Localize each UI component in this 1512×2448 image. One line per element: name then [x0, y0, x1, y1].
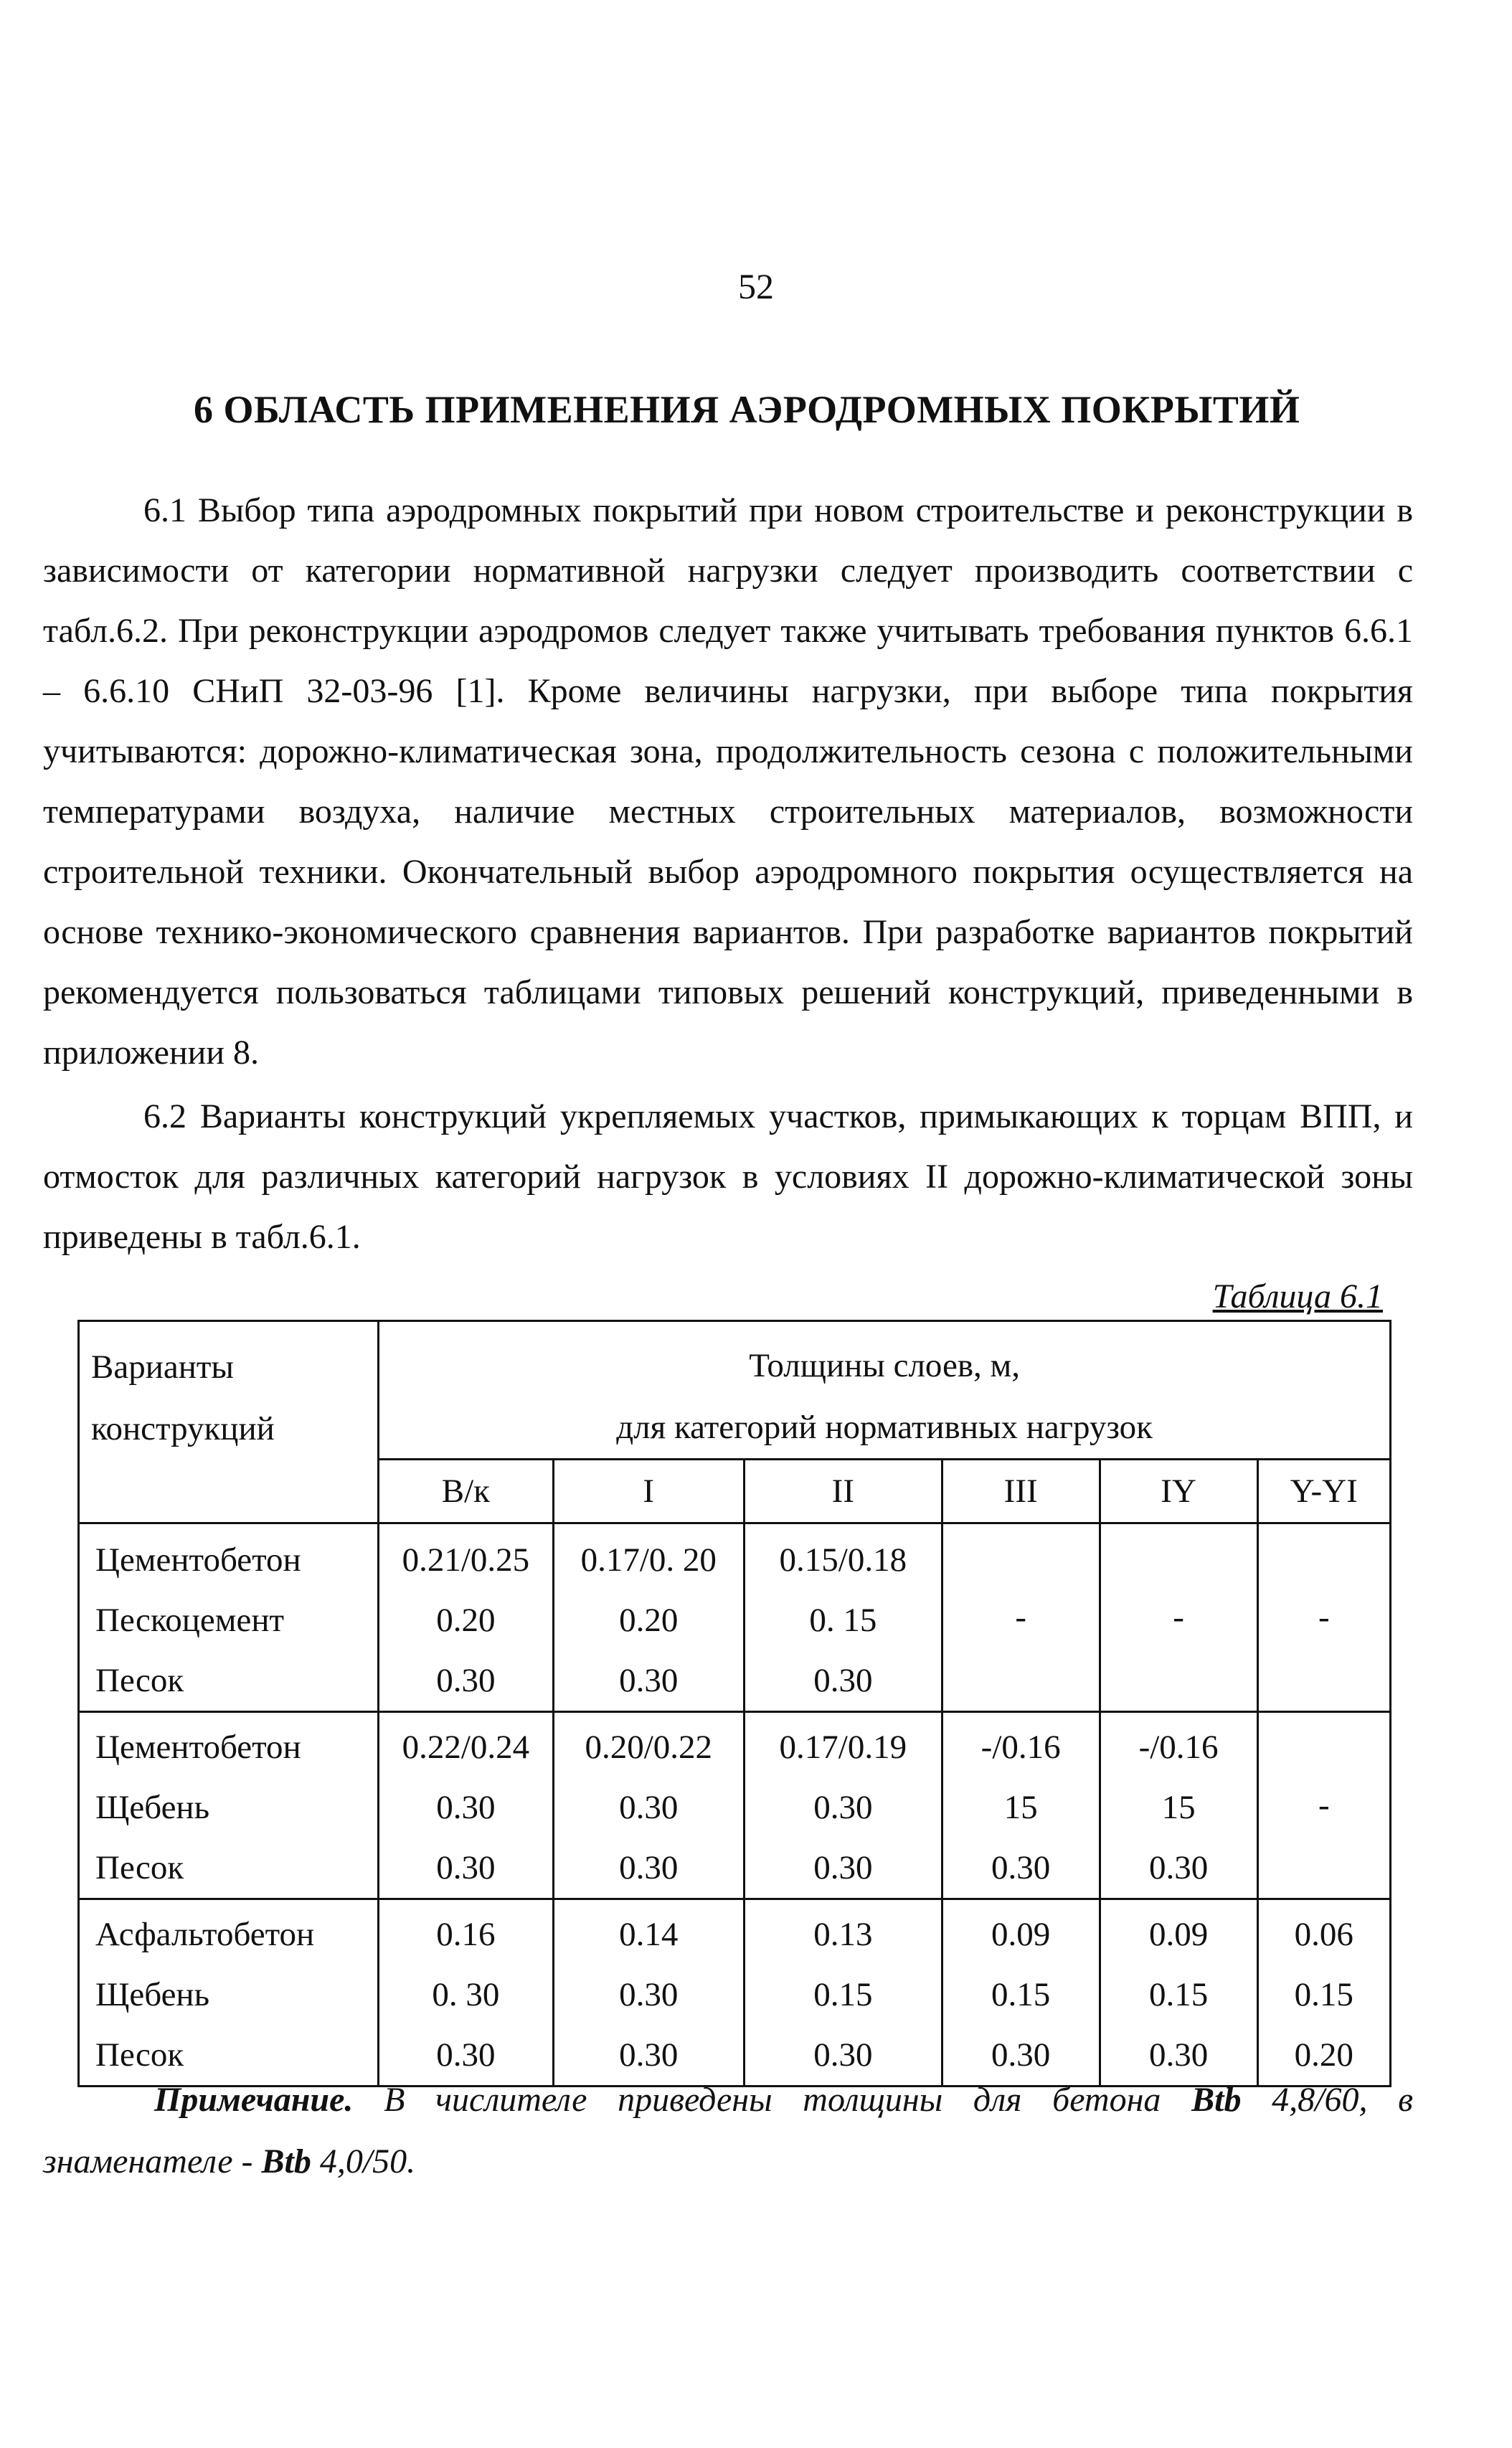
- cell-value: 0.22/0.24: [402, 1729, 530, 1766]
- cell-dash: -: [1257, 1712, 1390, 1899]
- cell-value: 0.14: [619, 1916, 679, 1953]
- note-symbol: Btb: [261, 2142, 311, 2180]
- cell-value: 0.20/0.22: [585, 1729, 712, 1766]
- category-1: I: [553, 1460, 744, 1523]
- cell-value: 15: [1161, 1789, 1196, 1826]
- category-2: II: [744, 1460, 942, 1523]
- category-vk: В/к: [379, 1460, 553, 1523]
- values-1: [553, 1899, 744, 2087]
- note-text: В числителе приведены толщины для бетона: [353, 2081, 1192, 2119]
- values-1: [553, 1712, 744, 1899]
- cell-value: 0.30: [619, 2036, 679, 2074]
- cell-value: 0.30: [619, 1789, 679, 1826]
- table-row: [79, 1712, 1391, 1899]
- cell-value: -/0.16: [981, 1729, 1061, 1766]
- cell-value: 0.30: [436, 1789, 496, 1826]
- category-3: III: [942, 1460, 1100, 1523]
- note-label: Примечание.: [154, 2081, 354, 2119]
- layer-names: [79, 1523, 379, 1712]
- values-1: [553, 1523, 744, 1712]
- layer-name: Цементобетон: [95, 1541, 301, 1579]
- cell-value: 0.30: [813, 1849, 873, 1886]
- cell-value: 0.15: [991, 1976, 1051, 2013]
- cell-dash: -: [942, 1523, 1100, 1712]
- category-5-6: Y-YI: [1257, 1460, 1390, 1523]
- values-2: [744, 1523, 942, 1712]
- section-heading: 6 ОБЛАСТЬ ПРИМЕНЕНИЯ АЭРОДРОМНЫХ ПОКРЫТИЙ: [194, 388, 1300, 431]
- layer-name: Щебень: [95, 1976, 210, 2013]
- table-row: [79, 1899, 1391, 2087]
- values-2: [744, 1899, 942, 2087]
- table-header-row: [79, 1321, 1391, 1460]
- layer-name: Асфальтобетон: [95, 1916, 315, 1953]
- paragraph-6-2: 6.2 Варианты конструкций укрепляемых участков, примыкающих к торцам ВПП, и отмосток для различных категорий нагрузок в условиях II дорожно-климатической зоны приведены в табл.6.1.: [43, 1097, 1413, 1256]
- cell-value: 0.09: [1148, 1916, 1209, 1953]
- cell-value: 0.30: [1148, 1849, 1209, 1886]
- layer-name: Песок: [95, 2036, 184, 2074]
- paragraph-6-1: 6.1 Выбор типа аэродромных покрытий при новом строительстве и реконструкции в зависимости от категории нормативной нагрузки следует производить соответствии с табл.6.2. При реконструкции аэродромов следует также учитывать требования пунктов 6.6.1 – 6.6.10 СНиП 32-03-96 [1]. Кроме величины нагрузки, при выборе типа покрытия учитываются: дорожно-климатическая зона, продолжительность сезона с положительными температурами воздуха, наличие местных строительных материалов, возможности строительной техники. Окончательный выбор аэродромного покрытия осуществляется на основе технико-экономического сравнения вариантов. При разработке вариантов покрытий рекомендуется пользоваться таблицами типовых решений конструкций, приведенными в приложении 8.: [43, 491, 1413, 1072]
- values-3: [942, 1712, 1100, 1899]
- cell-value: 0.30: [1148, 2036, 1209, 2074]
- cell-value: 0.17/0.19: [779, 1729, 907, 1766]
- cell-value: 0.09: [991, 1916, 1051, 1953]
- cell-value: 0.30: [991, 1849, 1051, 1886]
- cell-value: 0.20: [436, 1602, 496, 1639]
- note-text: 4,8/60, в знаменателе -: [43, 2081, 1414, 2180]
- category-4: IY: [1100, 1460, 1257, 1523]
- layer-name: Песок: [95, 1849, 184, 1886]
- cell-value: 0.30: [619, 1849, 679, 1886]
- layer-name: Щебень: [95, 1789, 210, 1826]
- note-symbol: Btb: [1191, 2081, 1242, 2119]
- cell-dash: -: [1257, 1523, 1390, 1712]
- layer-name: Песок: [95, 1662, 184, 1699]
- layer-names: [79, 1712, 379, 1899]
- cell-value: 0.30: [436, 1849, 496, 1886]
- cell-value: 0.16: [436, 1916, 496, 1953]
- cell-value: -/0.16: [1138, 1729, 1219, 1766]
- cell-value: 0.13: [813, 1916, 873, 1953]
- values-vk: [379, 1899, 553, 2087]
- values-vk: [379, 1712, 553, 1899]
- cell-value: 0.30: [619, 1662, 679, 1699]
- header-thickness-line-1: Толщины слоев, м,: [749, 1347, 1021, 1384]
- values-3: [942, 1899, 1100, 2087]
- cell-dash: -: [1100, 1523, 1257, 1712]
- values-5-6: [1257, 1899, 1390, 2087]
- cell-value: 0.30: [436, 1662, 496, 1699]
- cell-value: 0.20: [619, 1602, 679, 1639]
- table-caption: Таблица 6.1: [1212, 1277, 1383, 1315]
- cell-value: 0. 30: [432, 1976, 500, 2013]
- cell-value: 0.06: [1294, 1916, 1353, 1953]
- layer-name: Пескоцемент: [95, 1602, 285, 1639]
- cell-value: 0.15: [1294, 1976, 1353, 2013]
- values-4: [1100, 1899, 1257, 2087]
- cell-value: 15: [1003, 1789, 1038, 1826]
- cell-value: 0.30: [436, 2036, 496, 2074]
- header-variants: Варианты конструкций: [79, 1321, 379, 1523]
- cell-value: 0. 15: [809, 1602, 877, 1639]
- cell-value: 0.15/0.18: [779, 1541, 907, 1579]
- thickness-table: [77, 1320, 1391, 2087]
- cell-value: 0.30: [619, 1976, 679, 2013]
- values-2: [744, 1712, 942, 1899]
- layer-name: Цементобетон: [95, 1729, 301, 1766]
- layer-names: [79, 1899, 379, 2087]
- cell-value: 0.30: [813, 1662, 873, 1699]
- cell-value: 0.30: [813, 2036, 873, 2074]
- cell-value: 0.30: [991, 2036, 1051, 2074]
- cell-value: 0.20: [1294, 2036, 1353, 2074]
- values-vk: [379, 1523, 553, 1712]
- table-note: [43, 2069, 1413, 2193]
- note-text: 4,0/50.: [311, 2142, 416, 2180]
- header-thickness-line-2: для категорий нормативных нагрузок: [616, 1409, 1153, 1446]
- cell-value: 0.17/0. 20: [580, 1541, 717, 1579]
- header-thickness: [379, 1321, 1391, 1460]
- values-4: [1100, 1712, 1257, 1899]
- cell-value: 0.15: [1148, 1976, 1209, 2013]
- cell-value: 0.15: [813, 1976, 873, 2013]
- cell-value: 0.30: [813, 1789, 873, 1826]
- page-number: 52: [738, 266, 774, 306]
- cell-value: 0.21/0.25: [402, 1541, 530, 1579]
- table-row: [79, 1523, 1391, 1712]
